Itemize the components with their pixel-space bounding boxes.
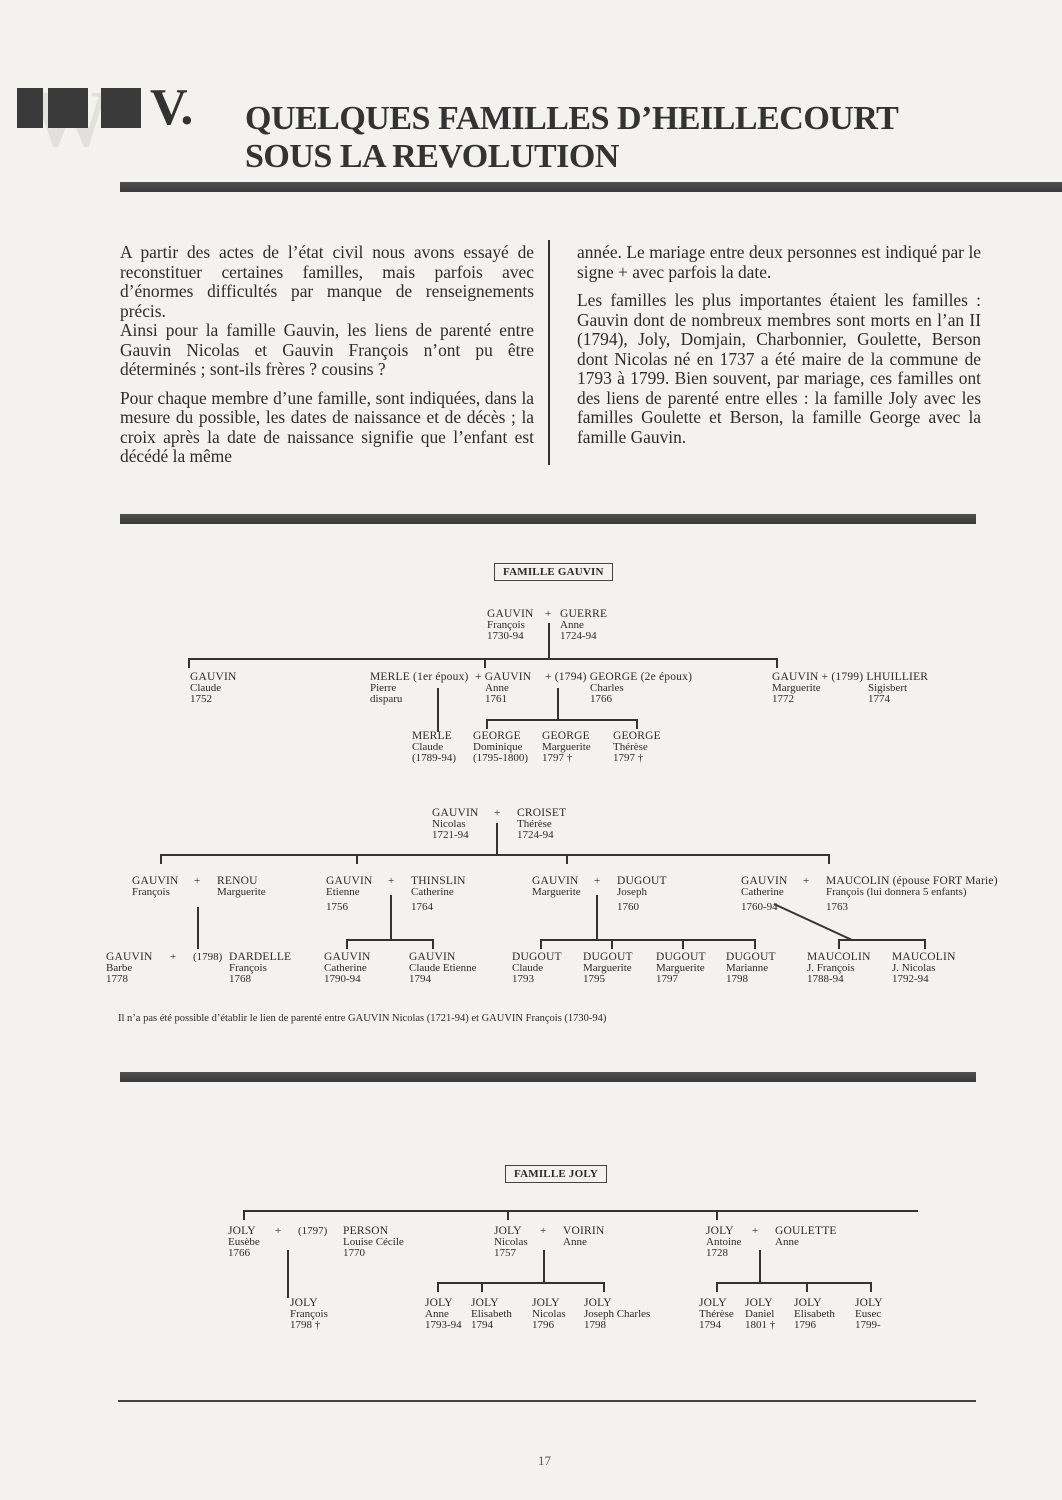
tick [356,854,358,864]
intro-paragraph: Ainsi pour la famille Gauvin, les liens de parenté entre Gauvin Nicolas et Gauvin François n’ont pu être déterminés ; sont-ils frères ? cousins ? [120,320,534,379]
sibling-bar [540,939,756,941]
person-dugout-joseph: DUGOUT Joseph 1760 [617,875,667,913]
tick [716,1210,718,1220]
tick [682,939,684,949]
sibling-bar [486,719,638,721]
descent-line [437,688,439,732]
tick [481,1282,483,1292]
tick [566,854,568,864]
marriage-date: (1798) [193,951,223,963]
person-joly-nicolas: JOLY Nicolas 1757 [494,1225,528,1259]
tick [838,939,840,949]
tick [188,658,190,668]
person-gauvin-claude: GAUVIN Claude 1752 [190,671,237,705]
child-maucolin-j-francois: MAUCOLIN J. François 1788-94 [807,951,871,985]
child-joly-elisabeth: JOLY Elisabeth 1794 [471,1297,512,1331]
tick [540,939,542,949]
section-rule-gauvin [120,514,976,524]
famille-joly-label: FAMILLE JOLY [505,1165,607,1183]
child-gauvin-claude-etienne: GAUVIN Claude Etienne 1794 [409,951,477,985]
person-gauvin-barbe: GAUVIN Barbe 1778 [106,951,153,985]
header-block-2 [48,88,88,128]
intro-paragraph: année. Le mariage entre deux personnes est indiqué par le signe + avec parfois la date. [577,242,981,282]
plus-sign: + [494,807,501,819]
sibling-bar [188,658,778,660]
famille-gauvin-label: FAMILLE GAUVIN [494,563,613,581]
tick [432,939,434,949]
person-joly-antoine: JOLY Antoine 1728 [706,1225,742,1259]
child-joly-eusec: JOLY Eusec 1799- [855,1297,883,1331]
person-joly-eusebe: JOLY Eusèbe 1766 [228,1225,260,1259]
child-joly-therese: JOLY Thérèse 1794 [699,1297,734,1331]
header-block-3 [101,88,141,128]
child-joly-joseph-charles: JOLY Joseph Charles 1798 [584,1297,651,1331]
plus-sign: + [594,875,601,887]
descent-line [596,895,598,940]
intro-left-column [120,243,534,476]
tick [776,658,778,668]
plus-sign: + [194,875,201,887]
intro-paragraph: Pour chaque membre d’une famille, sont indiquées, dans la mesure du possible, les dates de naissance et de décès ; la croix après la date de naissance signifie que l’enfant est décédé la même [120,387,534,466]
header-rule [120,182,1062,192]
intro-paragraph: Les familles les plus importantes étaient les familles : Gauvin dont de nombreux membres sont morts en l’an II (1794), Joly, Domjain, Charbonnier, Goulette, Berson dont Nicolas né en 1737 a été maire de la commune de 1793 à 1799. Bien souvent, par mariage, ces familles ont des liens de parenté entre elles : la famille Joly avec les familles Goulette et Berson, la famille George avec la famille Gauvin. [577,290,981,447]
child-gauvin-catherine: GAUVIN Catherine 1790-94 [324,951,371,985]
sibling-bar [437,1282,605,1284]
sibling-bar [838,939,926,941]
tick [754,939,756,949]
tick [486,719,488,729]
margin-bracket [548,240,550,465]
tick [828,854,830,864]
intro-paragraph: A partir des actes de l’état civil nous avons essayé de reconstituer certaines familles, mais parfois avec d’énormes difficultés par manque de renseignements précis. [120,242,534,321]
person-renou-marguerite: RENOU Marguerite [217,875,266,898]
marriage-date: (1797) [298,1225,328,1237]
tick [484,658,486,668]
person-george-charles: + (1794) GEORGE (2e époux) Charles 1766 [545,671,693,705]
child-dugout-marguerite: DUGOUT Marguerite 1795 [583,951,633,985]
person-person-louise-cecile: PERSON Louise Cécile 1770 [343,1225,404,1259]
tick [611,939,613,949]
child-maucolin-j-nicolas: MAUCOLIN J. Nicolas 1792-94 [892,951,956,985]
plus-sign: + [388,875,395,887]
plus-sign: + [275,1225,282,1237]
tick [243,1210,245,1220]
chapter-number: V. [150,79,193,136]
descent-line [759,1250,761,1283]
person-maucolin-francois: MAUCOLIN (épouse FORT Marie) François (lui donnera 5 enfants) 1763 [826,875,998,913]
sibling-bar [160,854,830,856]
descent-line [557,688,559,720]
child-joly-elisabeth-2: JOLY Elisabeth 1796 [794,1297,835,1331]
descent-line [197,907,199,949]
person-gauvin-marguerite-2: GAUVIN Marguerite [532,875,581,898]
tick [870,1282,872,1292]
child-dugout-marguerite-2: DUGOUT Marguerite 1797 [656,951,706,985]
tick [636,719,638,729]
plus-sign: + [540,1225,547,1237]
person-guerre-anne: GUERRE Anne 1724-94 [560,608,608,642]
descent-line [543,1250,545,1283]
intro-right-column [577,243,981,456]
tick [924,939,926,949]
sibling-bar [243,1210,918,1212]
person-george-marguerite: GEORGE Marguerite 1797 † [542,730,591,764]
descent-line [390,895,392,940]
descent-line [548,623,550,660]
person-gauvin-francois-jr: GAUVIN François [132,875,179,898]
tick [716,1282,718,1292]
person-george-dominique: GEORGE Dominique (1795-1800) [473,730,528,764]
child-dugout-marianne: DUGOUT Marianne 1798 [726,951,776,985]
person-gauvin-anne: + GAUVIN Anne 1761 [475,671,532,705]
sibling-bar [716,1282,872,1284]
header-block-1 [17,88,43,128]
person-gauvin-nicolas: GAUVIN Nicolas 1721-94 [432,807,479,841]
child-joly-nicolas: JOLY Nicolas 1796 [532,1297,566,1331]
tick [806,1282,808,1292]
person-merle-claude: MERLE Claude (1789-94) [412,730,456,764]
person-gauvin-catherine: GAUVIN Catherine 1760-94 [741,875,788,913]
tick [603,1282,605,1292]
person-merle-pierre: MERLE (1er époux) Pierre disparu [370,671,469,705]
tick [160,854,162,864]
child-joly-francois: JOLY François 1798 † [290,1297,328,1331]
person-goulette-anne: GOULETTE Anne [775,1225,837,1248]
child-dugout-claude: DUGOUT Claude 1793 [512,951,562,985]
plus-sign: + [545,608,552,620]
gauvin-footnote: Il n’a pas été possible d’établir le lien de parenté entre GAUVIN Nicolas (1721-94) et GAUVIN François (1730-94) [118,1013,607,1024]
person-gauvin-marguerite: GAUVIN + (1799) LHUILLIER Marguerite 1772 [772,671,929,705]
plus-sign: + [752,1225,759,1237]
person-gauvin-etienne: GAUVIN Etienne 1756 [326,875,373,913]
child-joly-daniel: JOLY Daniel 1801 † [745,1297,776,1331]
descent-line [287,1250,289,1298]
page-title-line1: QUELQUES FAMILLES D’HEILLECOURT [245,100,899,137]
descent-line [496,823,498,855]
tick [346,939,348,949]
person-thinslin-catherine: THINSLIN Catherine 1764 [411,875,466,913]
tick [507,1210,509,1220]
plus-sign: + [803,875,810,887]
person-lhuillier-sigisbert: Sigisbert 1774 [868,682,908,705]
person-george-therese: GEORGE Thérèse 1797 † [613,730,661,764]
page-number: 17 [538,1453,551,1468]
bottom-rule [118,1400,976,1402]
person-dardelle-francois: DARDELLE François 1768 [229,951,292,985]
tick [437,1282,439,1292]
child-joly-anne: JOLY Anne 1793-94 [425,1297,462,1331]
plus-sign: + [170,951,177,963]
person-croiset-therese: CROISET Thérèse 1724-94 [517,807,567,841]
person-gauvin-francois: GAUVIN François 1730-94 [487,608,534,642]
diagonal-connector [770,900,860,942]
person-voirin-anne: VOIRIN Anne [563,1225,605,1248]
page-title-line2: SOUS LA REVOLUTION [245,138,619,175]
sibling-bar [346,939,434,941]
section-rule-joly [120,1072,976,1082]
